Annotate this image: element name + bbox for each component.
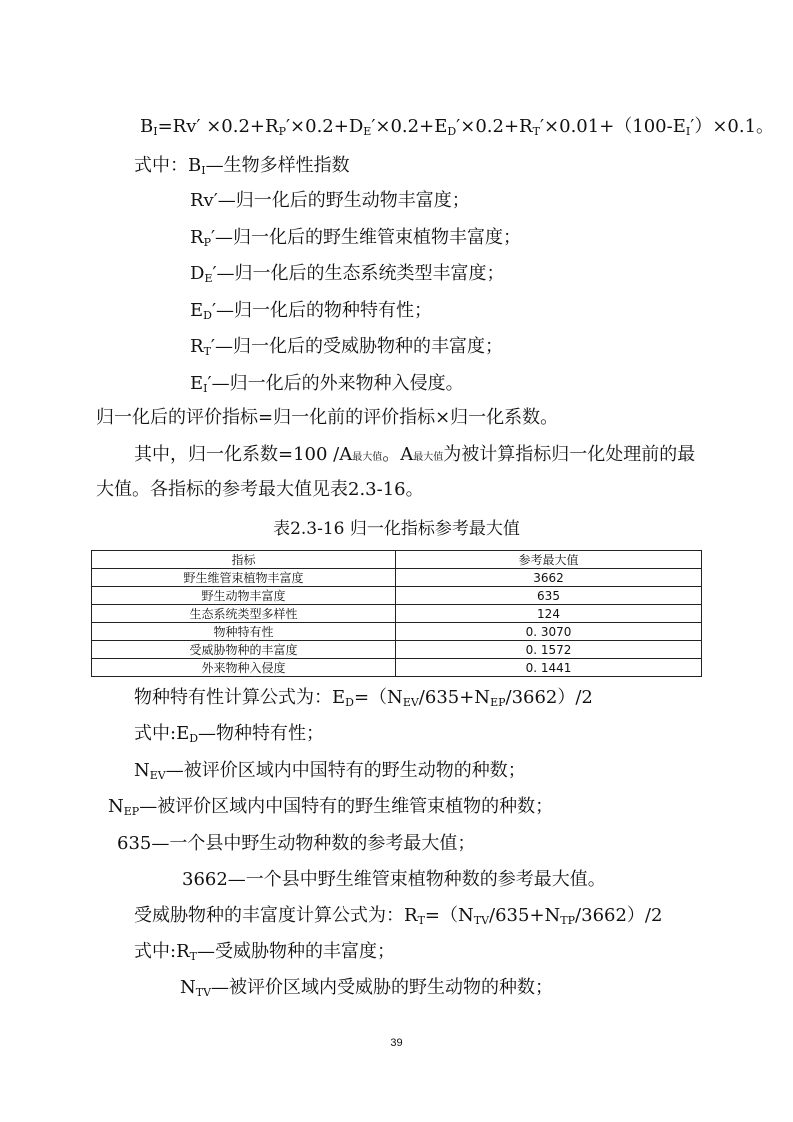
endemism-def: 式中$:E_D—$物种特有性； — [134, 723, 325, 745]
value-cell: 0. 1572 — [396, 641, 702, 659]
table-row — [92, 569, 702, 587]
header-max-value: 参考最大值 — [396, 551, 702, 569]
table-row — [92, 641, 702, 659]
def-635: 635—一个县中野生动物种数的参考最大值； — [117, 833, 476, 854]
def-ei: $E_I'—$归一化后的外来物种入侵度。 — [190, 373, 464, 395]
def-ntv: $N_{TV}—$被评价区域内受威胁的野生动物的种数； — [180, 977, 554, 999]
table-row — [92, 587, 702, 605]
table-header-row — [92, 551, 702, 569]
value-cell: 635 — [396, 587, 702, 605]
indicator-cell: 生态系统类型多样性 — [92, 605, 396, 623]
indicator-cell: 野生动物丰富度 — [92, 587, 396, 605]
def-nep: $N_{EP}—$被评价区域内中国特有的野生维管束植物的种数； — [108, 796, 554, 818]
def-rp: $R_P'—$归一化后的野生维管束植物丰富度； — [190, 227, 522, 249]
biodiversity-formula: $B_I=Rv' \times 0.2+R_P'\times 0.2+D_E'\times 0.2+E_D'\times 0.2+R_T'\times 0.01+(100-E_I')\times 0.1$。 — [140, 116, 775, 138]
value-cell: 0. 1441 — [396, 659, 702, 677]
table-caption: 表2.3-16 归一化指标参考最大值 — [273, 519, 520, 539]
table-row — [92, 659, 702, 677]
endemism-formula: 物种特有性计算公式为：$E_D=(N_{EV}/635+N_{EP}/3662)/2$ — [134, 687, 593, 709]
indicator-cell: 野生维管束植物丰富度 — [92, 569, 396, 587]
normalization-rule: 归一化后的评价指标=归一化前的评价指标×归一化系数。 — [96, 407, 559, 428]
table-row — [92, 605, 702, 623]
reference-max-table — [91, 550, 702, 677]
threatened-formula: 受威胁物种的丰富度计算公式为：$R_T=(N_{TV}/635+N_{TP}/3662)/2$ — [134, 905, 663, 927]
def-nev: $N_{EV}—$被评价区域内中国特有的野生动物的种数； — [134, 760, 526, 782]
value-cell: 3662 — [396, 569, 702, 587]
value-cell: 0. 3070 — [396, 623, 702, 641]
value-cell: 124 — [396, 605, 702, 623]
def-rt: $R_T'—$归一化后的受威胁物种的丰富度； — [190, 336, 503, 358]
def-intro: 式中：$B_I—$生物多样性指数 — [134, 155, 350, 177]
header-indicator: 指标 — [92, 551, 396, 569]
indicator-cell: 受威胁物种的丰富度 — [92, 641, 396, 659]
normalization-coefficient: 其中，归一化系数=100 /A最大值。A最大值为被计算指标归一化处理前的最 — [134, 444, 696, 465]
indicator-cell: 外来物种入侵度 — [92, 659, 396, 677]
def-rv: Rv′—归一化后的野生动物丰富度； — [190, 190, 470, 211]
indicator-cell: 物种特有性 — [92, 623, 396, 641]
normalization-ref: 大值。各指标的参考最大值见表2.3-16。 — [96, 479, 424, 500]
def-ed: $E_D'—$归一化后的物种特有性； — [190, 300, 433, 322]
threatened-def: 式中$:R_T—$受威胁物种的丰富度； — [134, 941, 395, 963]
page-number: 39 — [390, 1037, 403, 1049]
def-3662: 3662—一个县中野生维管束植物种数的参考最大值。 — [182, 869, 606, 890]
def-de: $D_E'—$归一化后的生态系统类型丰富度； — [190, 263, 505, 285]
table-row — [92, 623, 702, 641]
